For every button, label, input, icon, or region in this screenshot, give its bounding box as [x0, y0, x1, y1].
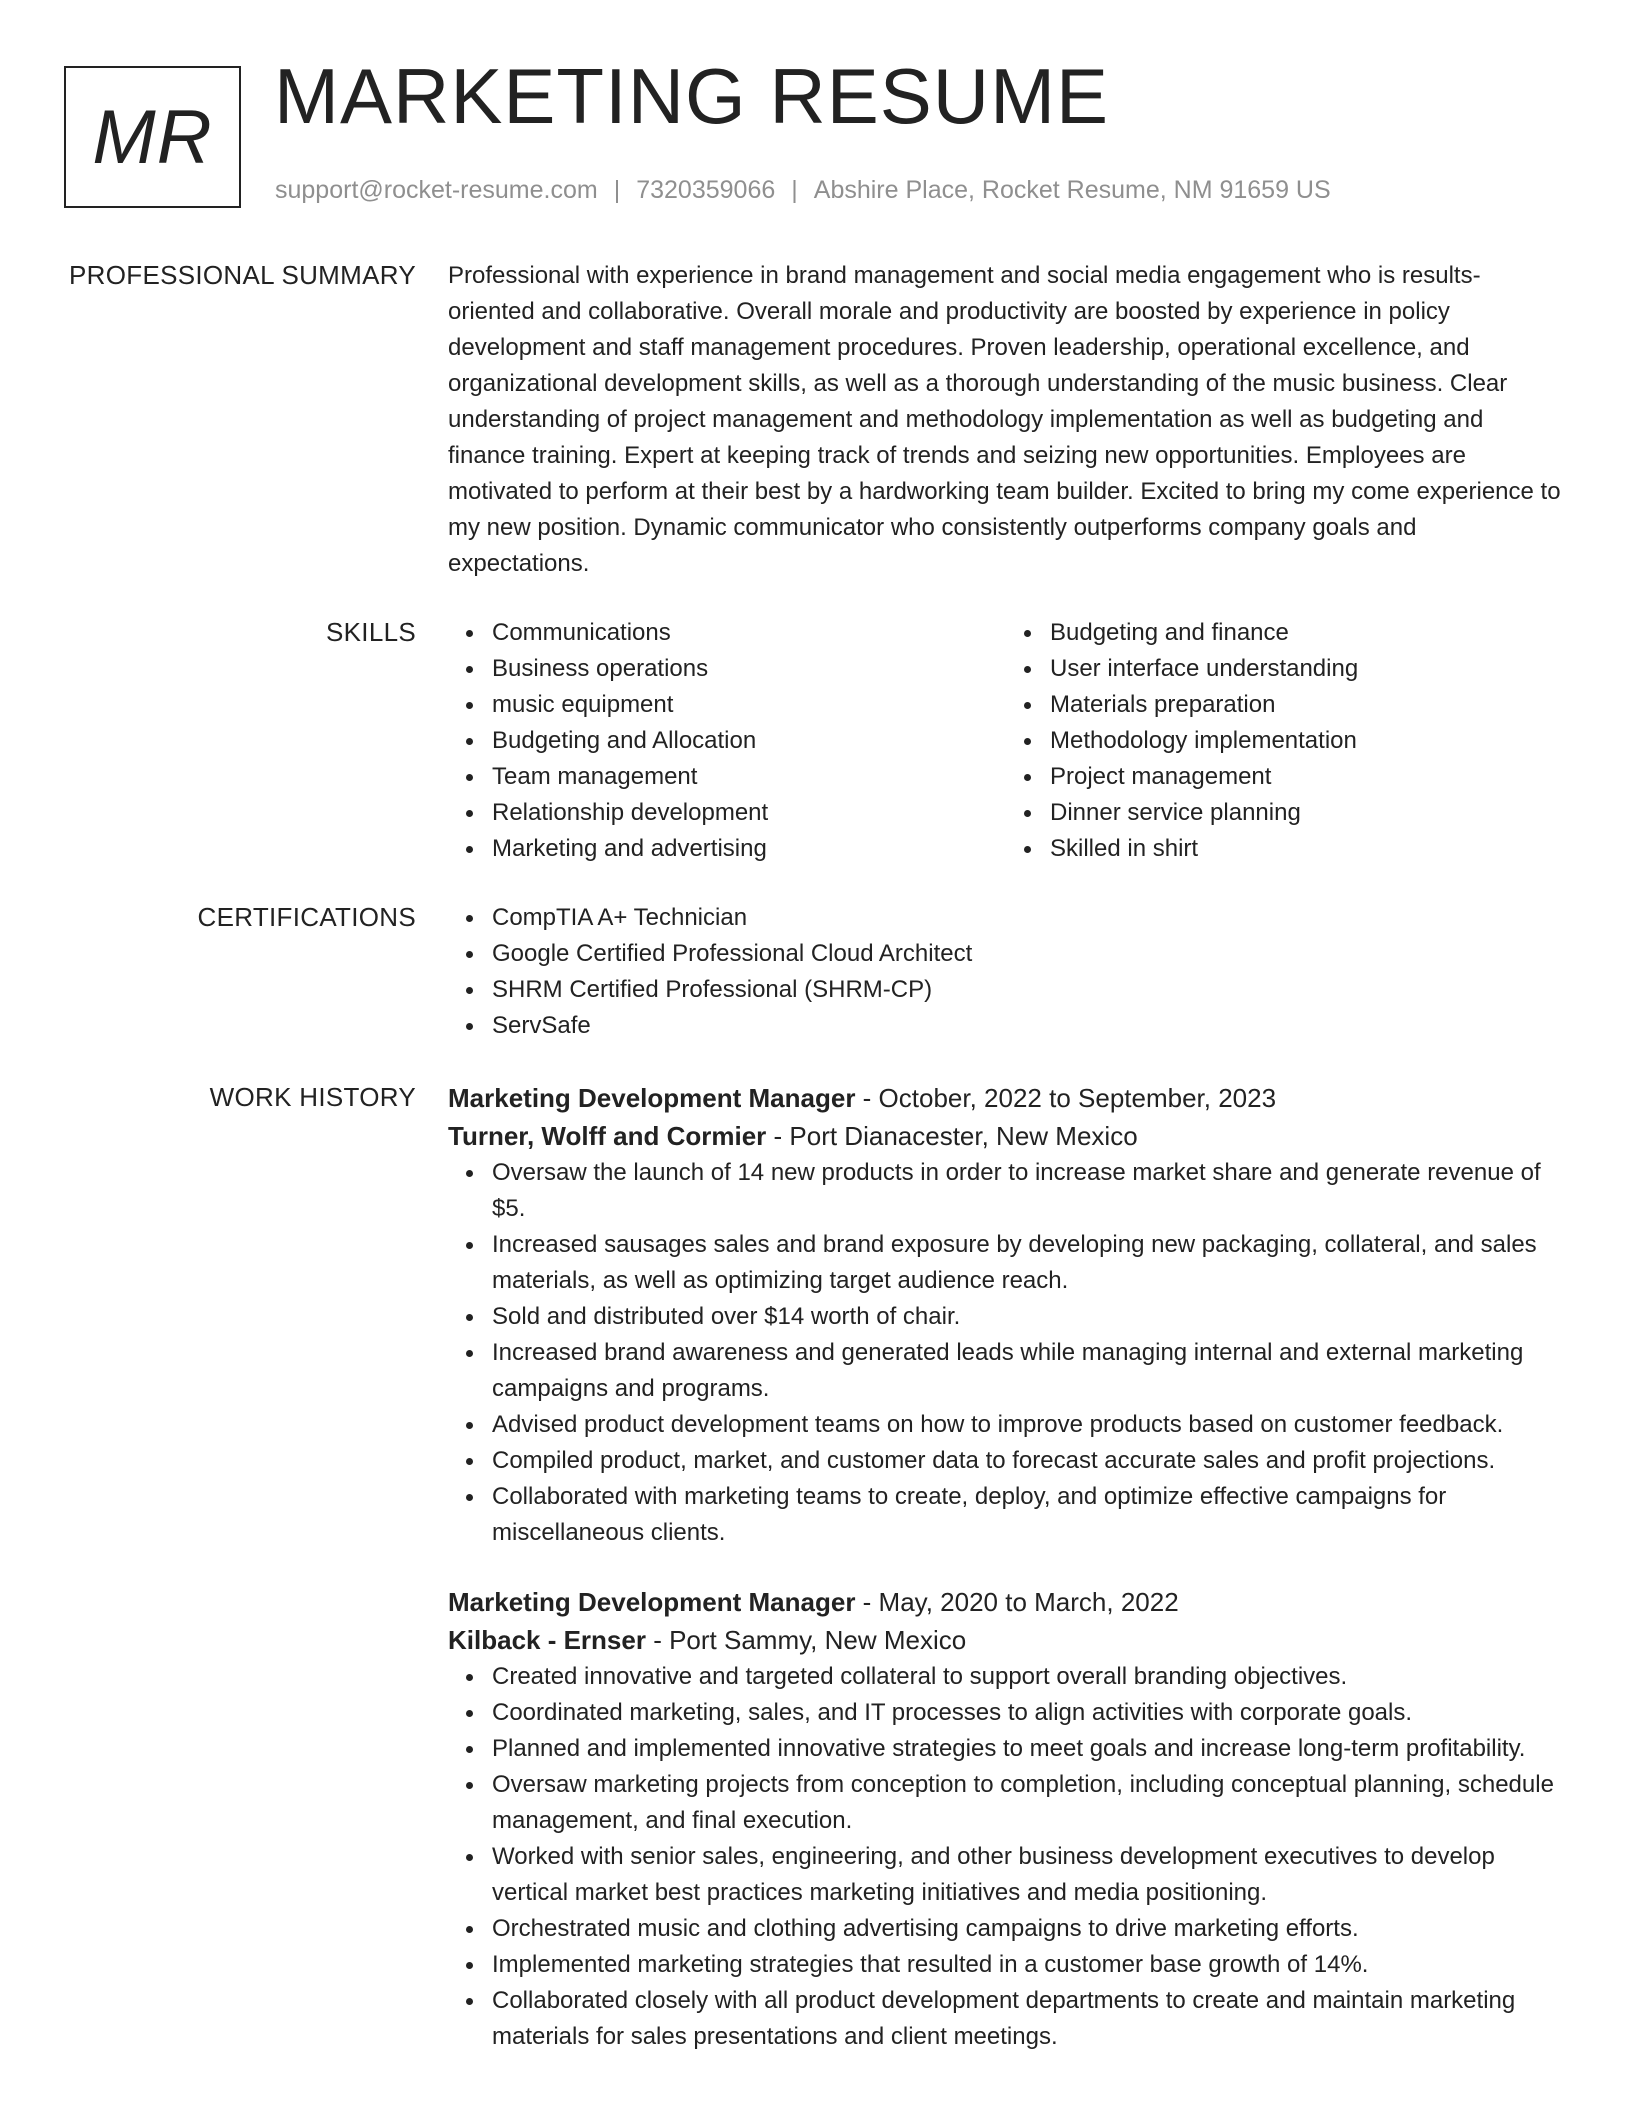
list-item: Methodology implementation — [1050, 723, 1564, 759]
list-item: Marketing and advertising — [492, 831, 1006, 867]
list-item: Compiled product, market, and customer data to forecast accurate sales and profit projections. — [492, 1443, 1564, 1479]
job-dates: - October, 2022 to September, 2023 — [855, 1083, 1277, 1113]
contact-email: support@rocket-resume.com — [275, 176, 598, 204]
list-item: Skilled in shirt — [1050, 831, 1564, 867]
list-item: Google Certified Professional Cloud Architect — [492, 936, 1564, 972]
list-item: Collaborated closely with all product development departments to create and maintain marketing materials for sales presentations and client meetings. — [492, 1983, 1564, 2055]
list-item: Business operations — [492, 651, 1006, 687]
list-item: Orchestrated music and clothing advertising campaigns to drive marketing efforts. — [492, 1911, 1564, 1947]
summary-text: Professional with experience in brand management and social media engagement who is results-oriented and collaborative. Overall morale and productivity are boosted by experience in policy development and staff management procedures. Proven leadership, operational excellence, and organizational development skills, as well as a thorough understanding of the music business. Clear understanding of project management and methodology implementation as well as budgeting and finance training. Expert at keeping track of trends and seizing new opportunities. Employees are motivated to perform at their best by a hardworking team builder. Excited to bring my come experience to my new position. Dynamic communicator who consistently outperforms company goals and expectations. — [448, 262, 1561, 577]
job-duties-list — [448, 1155, 1564, 1551]
job-entry — [448, 1583, 1564, 2055]
list-item: Increased sausages sales and brand exposure by developing new packaging, collateral, and sales materials, as well as optimizing target audience reach. — [492, 1227, 1564, 1299]
list-item: music equipment — [492, 687, 1006, 723]
job-duties-list — [448, 1659, 1564, 2055]
job-title: Marketing Development Manager — [448, 1083, 856, 1113]
contact-line — [275, 176, 1331, 205]
resume-name: MARKETING RESUME — [274, 52, 1110, 140]
certifications-body — [448, 900, 1564, 1044]
monogram-box — [64, 66, 241, 208]
work-body — [448, 1079, 1564, 2055]
list-item: SHRM Certified Professional (SHRM-CP) — [492, 972, 1564, 1008]
contact-separator: | — [613, 176, 621, 204]
contact-address: Abshire Place, Rocket Resume, NM 91659 US — [813, 176, 1331, 204]
list-item: Planned and implemented innovative strategies to meet goals and increase long-term profitability. — [492, 1731, 1564, 1767]
list-item: User interface understanding — [1050, 651, 1564, 687]
list-item: ServSafe — [492, 1008, 1564, 1044]
job-company: Turner, Wolff and Cormier — [448, 1121, 767, 1151]
list-item: CompTIA A+ Technician — [492, 900, 1564, 936]
list-item: Increased brand awareness and generated leads while managing internal and external marketing campaigns and programs. — [492, 1335, 1564, 1407]
skills-heading: SKILLS — [326, 617, 416, 647]
list-item: Oversaw the launch of 14 new products in order to increase market share and generate revenue of $5. — [492, 1155, 1564, 1227]
list-item: Advised product development teams on how to improve products based on customer feedback. — [492, 1407, 1564, 1443]
job-company: Kilback - Ernser — [448, 1625, 646, 1655]
job-company-line — [448, 1117, 1564, 1155]
summary-heading: PROFESSIONAL SUMMARY — [69, 260, 416, 290]
list-item: Relationship development — [492, 795, 1006, 831]
list-item: Worked with senior sales, engineering, and other business development executives to develop vertical market best practices marketing initiatives and media positioning. — [492, 1839, 1564, 1911]
job-location: - Port Sammy, New Mexico — [645, 1625, 967, 1655]
list-item: Team management — [492, 759, 1006, 795]
list-item: Oversaw marketing projects from conception to completion, including conceptual planning, schedule management, and final execution. — [492, 1767, 1564, 1839]
list-item: Budgeting and finance — [1050, 615, 1564, 651]
list-item: Created innovative and targeted collateral to support overall branding objectives. — [492, 1659, 1564, 1695]
contact-separator: | — [791, 176, 798, 204]
list-item: Dinner service planning — [1050, 795, 1564, 831]
skills-body — [448, 615, 1564, 867]
list-item: Materials preparation — [1050, 687, 1564, 723]
job-title-line — [448, 1583, 1564, 1621]
skills-list-right — [1006, 615, 1564, 867]
skills-list-left — [448, 615, 1006, 867]
job-dates: - May, 2020 to March, 2022 — [855, 1587, 1179, 1617]
job-entry — [448, 1079, 1564, 1551]
list-item: Implemented marketing strategies that resulted in a customer base growth of 14%. — [492, 1947, 1564, 1983]
list-item: Coordinated marketing, sales, and IT processes to align activities with corporate goals. — [492, 1695, 1564, 1731]
list-item: Communications — [492, 615, 1006, 651]
job-title-line — [448, 1079, 1564, 1117]
job-location: - Port Dianacester, New Mexico — [766, 1121, 1138, 1151]
job-title: Marketing Development Manager — [448, 1587, 856, 1617]
skills-grid — [448, 615, 1564, 867]
monogram-initials: MR — [92, 94, 213, 180]
summary-body — [448, 258, 1564, 582]
job-company-line — [448, 1621, 1564, 1659]
list-item: Budgeting and Allocation — [492, 723, 1006, 759]
certifications-heading: CERTIFICATIONS — [197, 902, 416, 932]
list-item: Sold and distributed over $14 worth of chair. — [492, 1299, 1564, 1335]
list-item: Collaborated with marketing teams to create, deploy, and optimize effective campaigns for miscellaneous clients. — [492, 1479, 1564, 1551]
work-heading: WORK HISTORY — [209, 1082, 416, 1112]
list-item: Project management — [1050, 759, 1564, 795]
certifications-list — [448, 900, 1564, 1044]
contact-phone: 7320359066 — [636, 176, 776, 204]
